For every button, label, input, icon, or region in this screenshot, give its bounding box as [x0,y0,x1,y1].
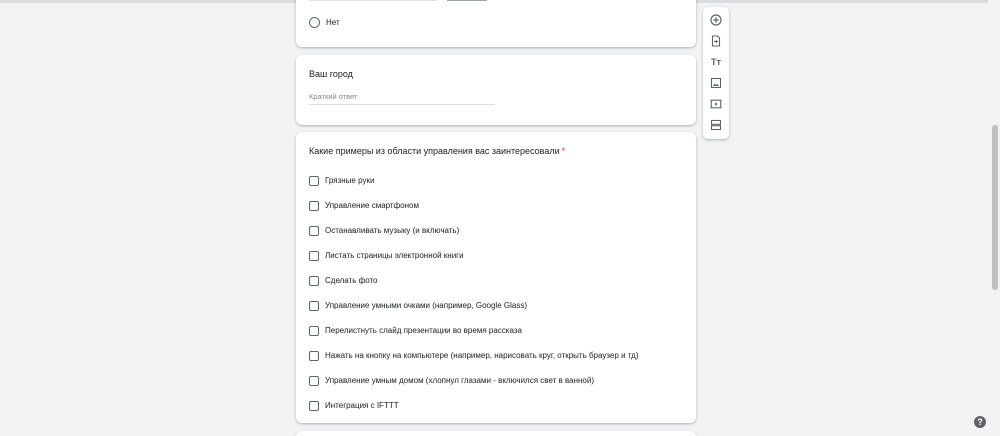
checkbox-label: Листать страницы электронной книги [325,251,464,260]
title-icon: Tт [711,57,721,67]
checkbox-label: Нажать на кнопку на компьютере (например, нарисовать круг, открыть браузер и тд) [325,351,639,360]
checkbox-label: Сделать фото [325,276,378,285]
add-title-button[interactable] [708,54,724,70]
short-answer-field[interactable]: Краткий ответ [309,92,495,105]
checkbox-option[interactable] [309,293,639,318]
radio-option-no[interactable] [309,16,340,28]
cut-off-previous-option [309,0,487,2]
checkbox[interactable] [309,401,319,411]
radio-button[interactable] [309,17,320,28]
radio-question-card [296,0,696,47]
checkbox-label: Грязные руки [325,176,375,185]
scrollbar-thumb[interactable] [992,125,998,290]
import-icon [710,35,722,47]
add-circle-icon [710,14,722,26]
checkbox[interactable] [309,351,319,361]
question-title [309,146,565,156]
add-image-button[interactable] [708,75,724,91]
image-icon [710,77,722,89]
add-video-button[interactable] [708,96,724,112]
floating-toolbar [703,7,729,139]
checkbox-label: Интеграция с IFTTT [325,401,399,410]
add-section-button[interactable] [708,117,724,133]
checkbox-option[interactable] [309,218,639,243]
checkbox-option[interactable] [309,318,639,343]
radio-option-label: Нет [326,17,340,27]
help-button[interactable] [974,416,986,428]
checkbox-label: Перелистнуть слайд презентации во время рассказа [325,326,522,335]
question-title-text: Какие примеры из области управления вас заинтересовали [309,146,560,156]
checkbox[interactable] [309,301,319,311]
checkbox-label: Управление умным домом (хлопнул глазами - включился свет в ванной) [325,376,595,385]
checkbox[interactable] [309,276,319,286]
video-icon [710,98,722,110]
checkbox[interactable] [309,226,319,236]
checkbox[interactable] [309,251,319,261]
next-question-card [296,431,696,436]
import-questions-button[interactable] [708,33,724,49]
checkbox-option[interactable] [309,393,639,418]
checkbox-label: Управление смартфоном [325,201,419,210]
section-icon [710,119,722,131]
question-title: Ваш город [309,69,353,79]
checkbox-option[interactable] [309,168,639,193]
required-asterisk: * [561,146,566,156]
checkbox-option[interactable] [309,243,639,268]
help-icon: ? [977,417,983,427]
checkbox[interactable] [309,326,319,336]
examples-question-card [296,132,696,423]
city-question-card [296,55,696,125]
checkbox-option[interactable] [309,343,639,368]
checkbox-label: Управление умными очками (например, Google Glass) [325,301,527,310]
checkbox-option[interactable] [309,193,639,218]
checkbox-label: Останавливать музыку (и включать) [325,226,460,235]
checkbox[interactable] [309,201,319,211]
add-question-button[interactable] [708,12,724,28]
checkbox-options [309,168,639,418]
checkbox[interactable] [309,176,319,186]
checkbox-option[interactable] [309,268,639,293]
checkbox-option[interactable] [309,368,639,393]
checkbox[interactable] [309,376,319,386]
